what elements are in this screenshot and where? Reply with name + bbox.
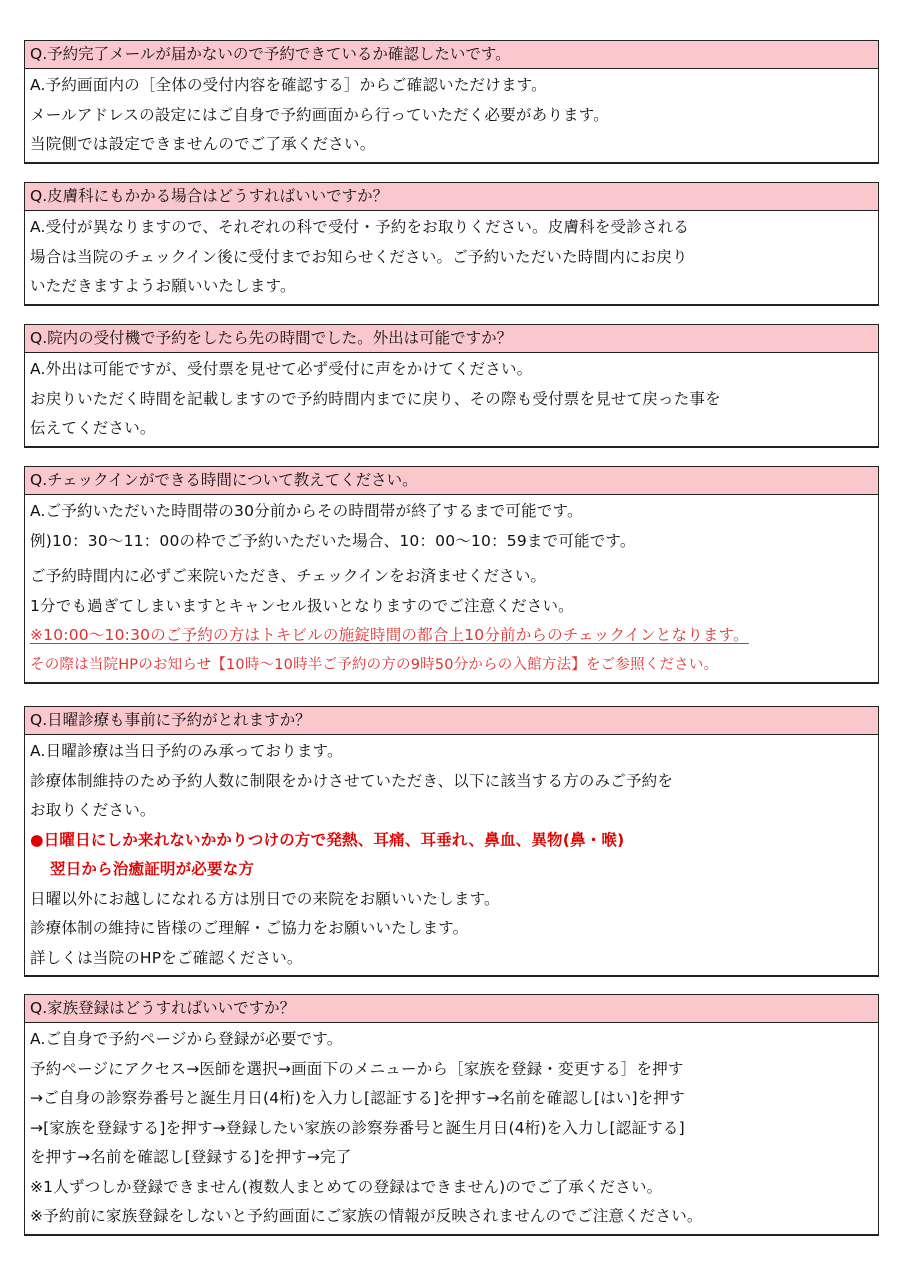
answer-line: 日曜以外にお越しになれる方は別日での来院をお願いいたします。 <box>30 889 500 908</box>
answer-line: 場合は当院のチェックイン後に受付までお知らせください。ご予約いただいた時間内にお戻り <box>30 247 688 266</box>
faq-item <box>24 182 879 306</box>
answer-line: 診療体制の維持に皆様のご理解・ご協力をお願いいたします。 <box>30 919 469 937</box>
answer-line: 当院側では設定できませんのでご了承ください。 <box>30 135 376 153</box>
answer <box>25 211 878 304</box>
question: Q.家族登録はどうすればいいですか？ <box>25 995 878 1023</box>
answer <box>25 353 878 446</box>
question: Q.院内の受付機で予約をしたら先の時間でした。外出は可能ですか？ <box>25 325 878 353</box>
answer-line: お戻りいただく時間を記載しますので予約時間内までに戻り、その際も受付票を見せて戻った事を <box>30 389 721 408</box>
answer-line: を押す→名前を確認し[登録する]を押す→完了 <box>30 1148 352 1166</box>
answer-line: ※予約前に家族登録をしないと予約画面にご家族の情報が反映されませんのでご注意ください。 <box>30 1207 703 1225</box>
answer <box>25 69 878 162</box>
answer-line: A.日曜診療は当日予約のみ承っております。 <box>30 742 343 760</box>
answer <box>25 1023 878 1234</box>
answer-line: A.受付が異なりますので、それぞれの科で受付・予約をお取りください。皮膚科を受診される <box>30 218 690 236</box>
answer-line: A.ご自身で予約ページから登録が必要です。 <box>30 1030 343 1048</box>
checkin-notice: ※10:00〜10:30のご予約の方はトキビルの施錠時間の都合上10分前からのチェックインとなります。 <box>30 626 749 644</box>
answer-line: 1分でも過ぎてしまいますとキャンセル扱いとなりますのでご注意ください。 <box>30 596 574 615</box>
faq-item <box>24 994 879 1236</box>
question: Q.チェックインができる時間について教えてください。 <box>25 467 878 495</box>
answer-line: 詳しくは当院のHPをご確認ください。 <box>30 948 303 967</box>
question: Q.皮膚科にもかかる場合はどうすればいいですか？ <box>25 183 878 211</box>
answer-line: お取りください。 <box>30 801 156 819</box>
hp-reference-notice: その際は当院HPのお知らせ【10時〜10時半ご予約の方の9時50分からの入館方法】をご参照ください。 <box>30 656 719 673</box>
answer-line: 診療体制維持のため予約人数に制限をかけさせていただき、以下に該当する方のみご予約を <box>30 771 674 790</box>
answer <box>25 735 878 975</box>
answer-line: ※1人ずつしか登録できません(複数人まとめての登録はできません)のでご了承ください。 <box>30 1177 663 1196</box>
faq-item <box>24 706 879 977</box>
answer-line: →[家族を登録する]を押す→登録したい家族の診察券番号と誕生月日(4桁)を入力し[認証する] <box>30 1118 685 1137</box>
answer-line: メールアドレスの設定にはご自身で予約画面から行っていただく必要があります。 <box>30 105 609 124</box>
question: Q.予約完了メールが届かないので予約できているか確認したいです。 <box>25 41 878 69</box>
answer-line: A.外出は可能ですが、受付票を見せて必ず受付に声をかけてください。 <box>30 360 533 378</box>
answer-line: 伝えてください。 <box>30 419 156 437</box>
answer-line: →ご自身の診察券番号と誕生月日(4桁)を入力し[認証する]を押す→名前を確認し[はい]を押す <box>30 1089 685 1107</box>
answer-line: A.ご予約いただいた時間帯の30分前からその時間帯が終了するまで可能です。 <box>30 502 583 520</box>
answer-line: 例)10：30〜11：00の枠でご予約いただいた場合、10：00〜10：59まで可能です。 <box>30 531 636 550</box>
eligibility-condition: ●日曜日にしか来れないかかりつけの方で発熱、耳痛、耳垂れ、鼻血、異物(鼻・喉) <box>30 830 625 849</box>
eligibility-condition: 翌日から治癒証明が必要な方 <box>50 860 255 878</box>
answer-line: A.予約画面内の［全体の受付内容を確認する］からご確認いただけます。 <box>30 76 547 94</box>
answer <box>25 495 878 682</box>
faq-item <box>24 324 879 448</box>
answer-line: ご予約時間内に必ずご来院いただき、チェックインをお済ませください。 <box>30 567 547 585</box>
faq-item <box>24 466 879 684</box>
faq-item <box>24 40 879 164</box>
answer-line: いただきますようお願いいたします。 <box>30 277 296 295</box>
answer-line: 予約ページにアクセス→医師を選択→画面下のメニューから［家族を登録・変更する］を押す <box>30 1059 684 1078</box>
question: Q.日曜診療も事前に予約がとれますか？ <box>25 707 878 735</box>
